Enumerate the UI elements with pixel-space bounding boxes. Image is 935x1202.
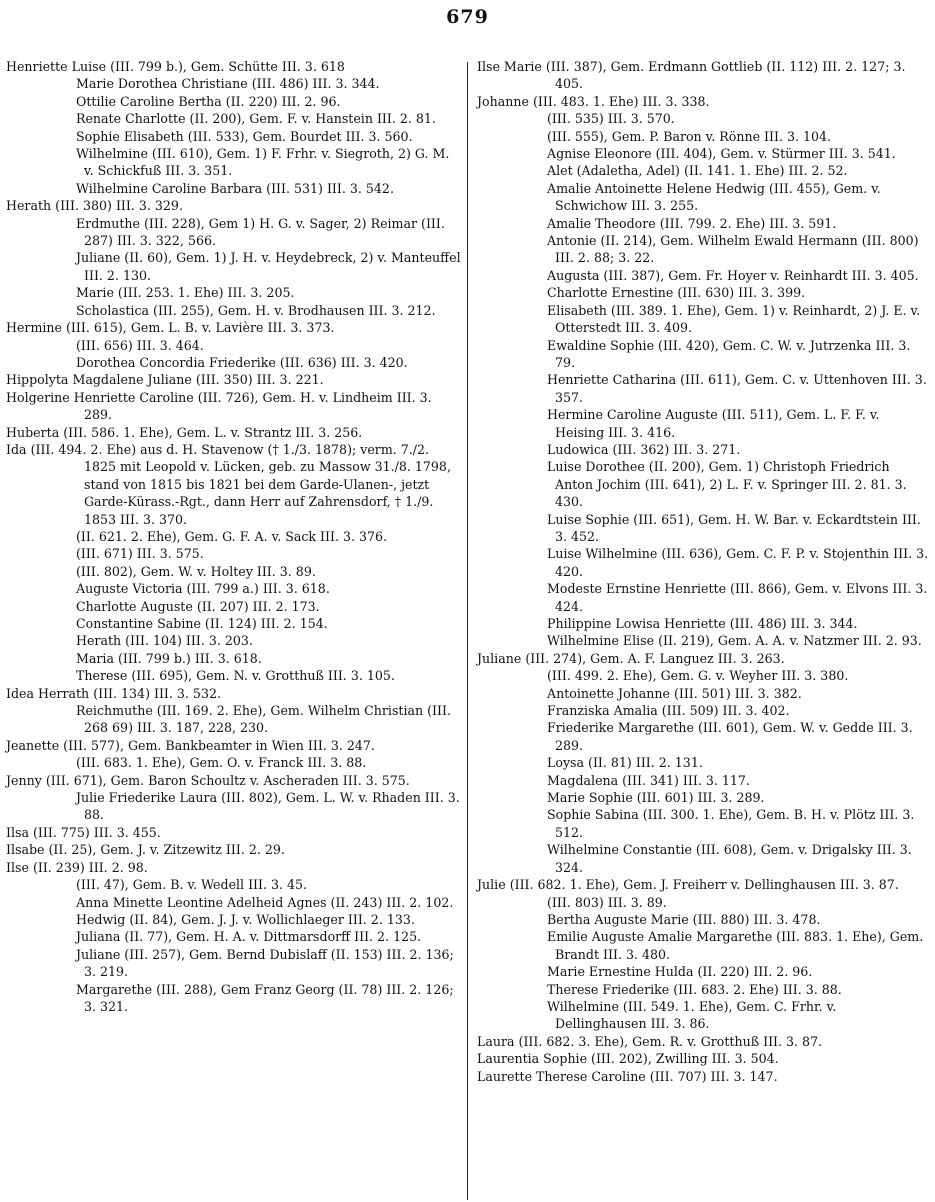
index-entry xyxy=(547,911,929,928)
column-divider xyxy=(467,62,468,1200)
index-entry xyxy=(547,145,929,162)
entry-text: Hedwig (II. 84), Gem. J. J. v. Wollichlaeger III. 2. 133. xyxy=(76,911,415,927)
index-entry xyxy=(6,737,461,754)
index-entry xyxy=(76,754,461,771)
entry-text: (III. 683. 1. Ehe), Gem. O. v. Franck III. 3. 88. xyxy=(76,755,367,771)
index-entry xyxy=(76,93,461,110)
entry-text: Luise Wilhelmine (III. 636), Gem. C. F. P. v. Stojenthin III. 3. 420. xyxy=(547,546,929,579)
index-entry xyxy=(547,441,929,458)
entry-text: Wilhelmine Constantie (III. 608), Gem. v. Drigalsky III. 3. 324. xyxy=(547,842,912,875)
entry-name: Hermine xyxy=(6,320,62,336)
index-entry xyxy=(547,302,929,337)
entry-text: Reichmuthe (III. 169. 2. Ehe), Gem. Wilhelm Christian (III. 268 69) III. 3. 187, 228, 230. xyxy=(76,703,451,736)
index-entry xyxy=(547,232,929,267)
entry-text: Bertha Auguste Marie (III. 880) III. 3. 478. xyxy=(547,911,821,927)
entry-text: (III. 134) III. 3. 532. xyxy=(93,685,221,701)
index-entry xyxy=(76,180,461,197)
entry-name: Julie xyxy=(477,877,506,893)
entry-text: Scholastica (III. 255), Gem. H. v. Brodhausen III. 3. 212. xyxy=(76,302,436,318)
entry-name: Laurentia Sophie xyxy=(477,1051,588,1067)
entry-text: Ewaldine Sophie (III. 420), Gem. C. W. v. Jutrzenka III. 3. 79. xyxy=(547,337,911,370)
index-entry xyxy=(6,841,461,858)
index-entry xyxy=(76,580,461,597)
entry-text: Constantine Sabine (II. 124) III. 2. 154. xyxy=(76,616,328,631)
index-entry xyxy=(547,632,929,649)
entry-text: Loysa (II. 81) III. 2. 131. xyxy=(547,755,703,771)
index-entry xyxy=(547,371,929,406)
entry-name: Ilsabe xyxy=(6,842,45,858)
entry-text: Renate Charlotte (II. 200), Gem. F. v. Hanstein III. 2. 81. xyxy=(76,111,436,127)
entry-text: (III. 802), Gem. W. v. Holtey III. 3. 89. xyxy=(76,563,316,579)
entry-text: Sophie Sabina (III. 300. 1. Ehe), Gem. B. H. v. Plötz III. 3. 512. xyxy=(547,807,915,840)
entry-text: (III. 775) III. 3. 455. xyxy=(33,824,161,840)
index-entry xyxy=(76,598,461,615)
index-entry xyxy=(547,284,929,301)
index-entry xyxy=(6,441,461,528)
entry-text: Charlotte Auguste (II. 207) III. 2. 173. xyxy=(76,598,320,614)
index-entry xyxy=(6,859,461,876)
entry-text: (III. 682. 1. Ehe), Gem. J. Freiherr v. Dellinghausen III. 3. 87. xyxy=(509,877,899,893)
entry-text: (III. 682. 3. Ehe), Gem. R. v. Grotthuß III. 3. 87. xyxy=(518,1033,823,1049)
index-entry xyxy=(547,702,929,719)
index-entry xyxy=(76,563,461,580)
entry-text: (III. 799 b.), Gem. Schütte III. 3. 618 xyxy=(110,59,345,74)
entry-text: (III. 671) III. 3. 575. xyxy=(76,546,204,562)
entry-text: (III. 656) III. 3. 464. xyxy=(76,337,204,353)
index-entry xyxy=(547,180,929,215)
entry-text: Juliane (III. 257), Gem. Bernd Dubislaff (II. 153) III. 2. 136; 3. 219. xyxy=(76,946,454,980)
index-entry xyxy=(76,354,461,371)
index-entry xyxy=(76,946,461,981)
entry-text: Wilhelmine Elise (II. 219), Gem. A. A. v. Natzmer III. 2. 93. xyxy=(547,633,922,649)
entry-text: (II. 621. 2. Ehe), Gem. G. F. A. v. Sack III. 3. 376. xyxy=(76,528,388,544)
index-entry xyxy=(547,963,929,980)
index-entry xyxy=(76,632,461,649)
index-entry xyxy=(76,249,461,284)
entry-text: Luise Dorothee (II. 200), Gem. 1) Christoph Friedrich Anton Jochim (III. 641), 2) L. F. v. Springer III. 2. 81. 3. 430. xyxy=(547,459,907,510)
index-entry xyxy=(547,215,929,232)
entry-text: Juliana (II. 77), Gem. H. A. v. Dittmarsdorff III. 2. 125. xyxy=(76,929,422,945)
index-entry xyxy=(76,545,461,562)
index-entry xyxy=(76,75,461,92)
index-entry xyxy=(76,789,461,824)
entry-text: Dorothea Concordia Friederike (III. 636) III. 3. 420. xyxy=(76,354,408,370)
entry-text: Herath (III. 104) III. 3. 203. xyxy=(76,633,253,649)
index-entry xyxy=(477,1033,929,1050)
entry-text: (III. 707) III. 3. 147. xyxy=(649,1068,778,1084)
entry-text: (III. 483. 1. Ehe) III. 3. 338. xyxy=(532,93,710,109)
entry-name: Idea Herrath xyxy=(6,685,90,701)
entry-text: Ludowica (III. 362) III. 3. 271. xyxy=(547,441,741,457)
entry-text: Alet (Adaletha, Adel) (II. 141. 1. Ehe) III. 2. 52. xyxy=(547,163,848,179)
entry-name: Herath xyxy=(6,198,52,214)
entry-text: Auguste Victoria (III. 799 a.) III. 3. 618. xyxy=(76,581,330,597)
entry-text: (III. 615), Gem. L. B. v. Lavière III. 3. 373. xyxy=(66,320,335,336)
index-entry xyxy=(76,110,461,127)
index-entry xyxy=(547,685,929,702)
index-entry xyxy=(547,806,929,841)
index-entry xyxy=(477,58,929,93)
entry-name: Huberta xyxy=(6,424,60,440)
entry-text: (III. 577), Gem. Bankbeamter in Wien III. 3. 247. xyxy=(63,737,375,753)
index-entry xyxy=(547,162,929,179)
entry-text: Agnise Eleonore (III. 404), Gem. v. Stürmer III. 3. 541. xyxy=(547,146,896,162)
entry-text: Philippine Lowisa Henriette (III. 486) III. 3. 344. xyxy=(547,616,858,631)
index-entry xyxy=(547,998,929,1033)
entry-text: Augusta (III. 387), Gem. Fr. Hoyer v. Reinhardt III. 3. 405. xyxy=(547,267,919,283)
page-number: 679 xyxy=(446,6,489,28)
entry-text: Marie Sophie (III. 601) III. 3. 289. xyxy=(547,790,765,806)
index-entry xyxy=(547,667,929,684)
entry-text: (III. 494. 2. Ehe) aus d. H. Stavenow († 1./3. 1878); verm. 7./2. 1825 mit Leopold v. Lücken, geb. zu Massow 31./8. 1798, stand von 1815 bis 1821 bei dem Garde-Ulanen-, jetzt Garde-Kürass.-Rgt., dann Herr auf Zahrensdorf, † 1./9. 1853 III. 3. 370. xyxy=(30,441,451,527)
index-entry xyxy=(6,389,461,424)
index-entry xyxy=(477,93,929,110)
index-entry xyxy=(76,215,461,250)
index-entry xyxy=(547,928,929,963)
index-entry xyxy=(76,528,461,545)
index-entry xyxy=(547,267,929,284)
index-entry xyxy=(76,928,461,945)
entry-text: (III. 47), Gem. B. v. Wedell III. 3. 45. xyxy=(76,877,308,893)
entry-text: Luise Sophie (III. 651), Gem. H. W. Bar. v. Eckardtstein III. 3. 452. xyxy=(547,511,921,544)
index-entry xyxy=(547,458,929,510)
index-column-left xyxy=(6,58,461,1015)
index-entry xyxy=(76,876,461,893)
entry-text: Therese Friederike (III. 683. 2. Ehe) III. 3. 88. xyxy=(547,981,842,997)
index-entry xyxy=(547,981,929,998)
entry-text: Marie (III. 253. 1. Ehe) III. 3. 205. xyxy=(76,285,295,301)
entry-name: Ilse Marie xyxy=(477,59,542,74)
entry-text: Marie Ernestine Hulda (II. 220) III. 2. 96. xyxy=(547,964,813,980)
entry-text: (II. 25), Gem. J. v. Zitzewitz III. 2. 29. xyxy=(48,842,285,858)
index-entry xyxy=(6,772,461,789)
index-entry xyxy=(6,824,461,841)
entry-text: Ottilie Caroline Bertha (II. 220) III. 2. 96. xyxy=(76,93,341,109)
index-entry xyxy=(76,145,461,180)
index-entry xyxy=(547,406,929,441)
entry-text: Charlotte Ernestine (III. 630) III. 3. 399. xyxy=(547,285,806,301)
entry-text: Wilhelmine (III. 549. 1. Ehe), Gem. C. Frhr. v. Dellinghausen III. 3. 86. xyxy=(547,998,837,1032)
index-entry xyxy=(477,1068,929,1085)
entry-text: Sophie Elisabeth (III. 533), Gem. Bourdet III. 3. 560. xyxy=(76,128,413,144)
entry-name: Jenny xyxy=(6,772,42,788)
entry-text: Maria (III. 799 b.) III. 3. 618. xyxy=(76,650,262,666)
entry-text: Magdalena (III. 341) III. 3. 117. xyxy=(547,772,750,788)
index-entry xyxy=(76,894,461,911)
entry-name: Laurette Therese Caroline xyxy=(477,1068,646,1084)
index-column-right xyxy=(477,58,929,1085)
entry-text: (III. 671), Gem. Baron Schoultz v. Ascheraden III. 3. 575. xyxy=(45,772,410,788)
index-entry xyxy=(76,284,461,301)
entry-name: Juliane xyxy=(477,650,522,666)
entry-text: (III. 586. 1. Ehe), Gem. L. v. Strantz III. 3. 256. xyxy=(63,424,363,440)
entry-text: (III. 535) III. 3. 570. xyxy=(547,111,675,127)
index-entry xyxy=(547,841,929,876)
index-entry xyxy=(547,615,929,632)
entry-text: Antonie (II. 214), Gem. Wilhelm Ewald Hermann (III. 800) III. 2. 88; 3. 22. xyxy=(547,233,919,266)
index-entry xyxy=(76,337,461,354)
index-entry xyxy=(477,1050,929,1067)
entry-text: Amalie Antoinette Helene Hedwig (III. 455), Gem. v. Schwichow III. 3. 255. xyxy=(547,180,881,214)
entry-name: Ida xyxy=(6,441,27,457)
index-entry xyxy=(547,128,929,145)
entry-text: (II. 239) III. 2. 98. xyxy=(32,859,148,875)
entry-name: Holgerine xyxy=(6,389,70,405)
index-entry xyxy=(6,685,461,702)
entry-text: Marie Dorothea Christiane (III. 486) III. 3. 344. xyxy=(76,76,380,92)
entry-name: Henriette Luise xyxy=(6,59,107,74)
index-entry xyxy=(6,424,461,441)
entry-text: Friederike Margarethe (III. 601), Gem. W. v. Gedde III. 3. 289. xyxy=(547,720,913,753)
index-entry xyxy=(547,511,929,546)
index-entry xyxy=(547,894,929,911)
index-entry xyxy=(76,128,461,145)
index-entry xyxy=(547,110,929,127)
entry-text: Juliane (II. 60), Gem. 1) J. H. v. Heydebreck, 2) v. Manteuffel III. 2. 130. xyxy=(76,250,461,283)
entry-text: Margarethe (III. 288), Gem Franz Georg (II. 78) III. 2. 126; 3. 321. xyxy=(76,981,454,1014)
index-entry xyxy=(547,545,929,580)
entry-name: Johanne xyxy=(477,93,529,109)
entry-text: (III. 380) III. 3. 329. xyxy=(55,198,183,214)
entry-name: Jeanette xyxy=(6,737,60,753)
entry-text: Antoinette Johanne (III. 501) III. 3. 382. xyxy=(547,685,802,701)
entry-name: Laura xyxy=(477,1033,515,1049)
index-entry xyxy=(76,650,461,667)
index-entry xyxy=(6,319,461,336)
entry-text: (III. 555), Gem. P. Baron v. Rönne III. 3. 104. xyxy=(547,128,832,144)
entry-text: Amalie Theodore (III. 799. 2. Ehe) III. 3. 591. xyxy=(547,215,837,231)
entry-text: Henriette Caroline (III. 726), Gem. H. v. Lindheim III. 3. 289. xyxy=(73,389,432,423)
entry-text: Wilhelmine (III. 610), Gem. 1) F. Frhr. v. Siegroth, 2) G. M. v. Schickfuß III. 3. 351. xyxy=(76,146,450,179)
index-entry xyxy=(76,667,461,684)
entry-text: Anna Minette Leontine Adelheid Agnes (II. 243) III. 2. 102. xyxy=(76,894,454,910)
entry-name: Ilse xyxy=(6,859,29,875)
index-entry xyxy=(547,789,929,806)
entry-text: Wilhelmine Caroline Barbara (III. 531) III. 3. 542. xyxy=(76,180,394,196)
index-entry xyxy=(76,981,461,1016)
index-entry xyxy=(76,911,461,928)
entry-text: Modeste Ernstine Henriette (III. 866), Gem. v. Elvons III. 3. 424. xyxy=(547,581,928,614)
entry-text: Therese (III. 695), Gem. N. v. Grotthuß III. 3. 105. xyxy=(76,668,395,684)
entry-text: (III. 803) III. 3. 89. xyxy=(547,894,667,910)
index-entry xyxy=(547,337,929,372)
entry-text: Hermine Caroline Auguste (III. 511), Gem. L. F. F. v. Heising III. 3. 416. xyxy=(547,407,880,440)
index-entry xyxy=(477,876,929,893)
index-entry xyxy=(547,580,929,615)
index-entry xyxy=(547,754,929,771)
entry-text: Franziska Amalia (III. 509) III. 3. 402. xyxy=(547,703,790,719)
entry-text: (III. 387), Gem. Erdmann Gottlieb (II. 112) III. 2. 127; 3. 405. xyxy=(545,59,906,92)
entry-name: Ilsa xyxy=(6,824,29,840)
entry-text: Henriette Catharina (III. 611), Gem. C. v. Uttenhoven III. 3. 357. xyxy=(547,372,927,405)
index-entry xyxy=(477,650,929,667)
index-entry xyxy=(76,615,461,632)
entry-name: Hippolyta xyxy=(6,372,69,388)
index-entry xyxy=(76,302,461,319)
entry-text: Elisabeth (III. 389. 1. Ehe), Gem. 1) v. Reinhardt, 2) J. E. v. Otterstedt III. 3. 409. xyxy=(547,302,921,336)
entry-text: (III. 499. 2. Ehe), Gem. G. v. Weyher III. 3. 380. xyxy=(547,668,849,684)
index-entry xyxy=(547,772,929,789)
entry-text: Julie Friederike Laura (III. 802), Gem. L. W. v. Rhaden III. 3. 88. xyxy=(76,790,460,823)
index-entry xyxy=(547,719,929,754)
index-entry xyxy=(6,197,461,214)
index-entry xyxy=(6,58,461,75)
entry-text: (III. 274), Gem. A. F. Languez III. 3. 263. xyxy=(525,650,785,666)
index-entry xyxy=(76,702,461,737)
entry-text: Erdmuthe (III. 228), Gem 1) H. G. v. Sager, 2) Reimar (III. 287) III. 3. 322, 566. xyxy=(76,215,445,249)
entry-text: Emilie Auguste Amalie Margarethe (III. 883. 1. Ehe), Gem. Brandt III. 3. 480. xyxy=(547,929,924,962)
entry-text: (III. 202), Zwilling III. 3. 504. xyxy=(591,1051,779,1067)
entry-text: Magdalene Juliane (III. 350) III. 3. 221. xyxy=(72,372,324,388)
index-entry xyxy=(6,371,461,388)
